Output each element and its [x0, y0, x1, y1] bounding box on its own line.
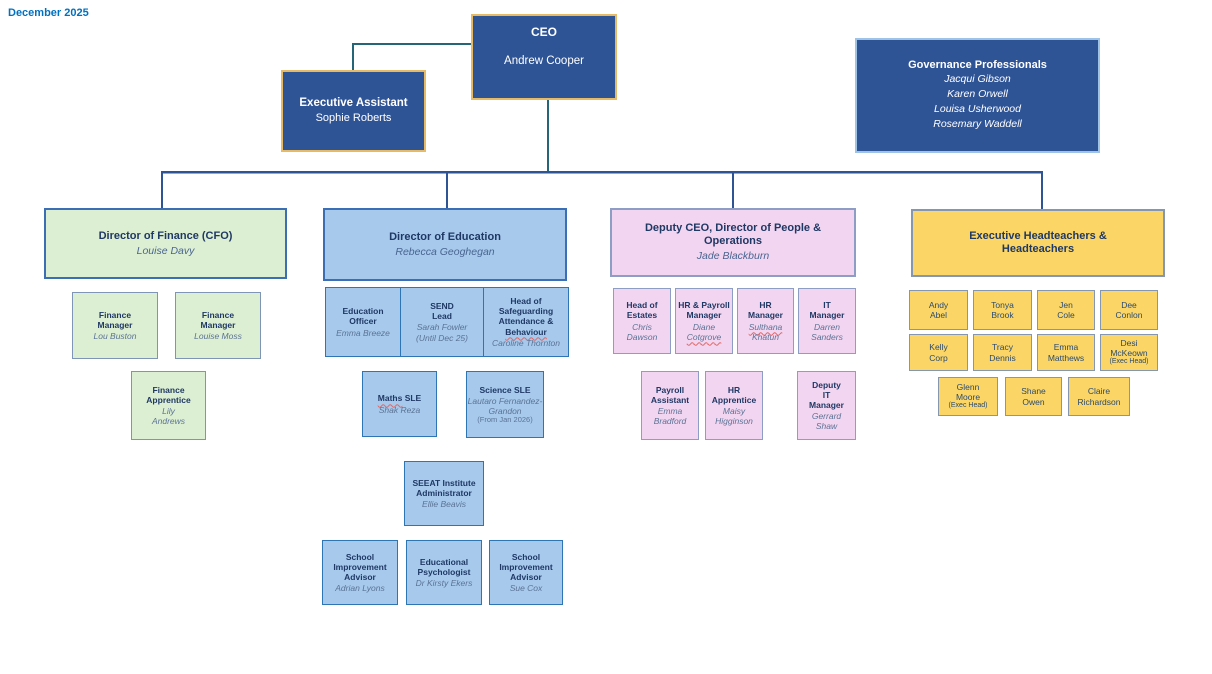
finance-apprentice-name: Lily Andrews	[151, 406, 186, 427]
deputy-it-manager-box	[797, 371, 856, 440]
headteacher-tracy-dennis-box	[973, 334, 1032, 371]
head-of-safeguarding-name: Caroline Thornton	[491, 337, 561, 348]
executive-assistant-title: Executive Assistant	[299, 97, 408, 110]
headteacher-andy-abel-box	[909, 290, 968, 330]
school-improvement-advisor-1-box	[322, 540, 398, 605]
head-of-estates-title: Head of Estates	[626, 300, 658, 321]
director-finance-box	[44, 208, 287, 279]
connector-ea-horizontal	[352, 43, 471, 45]
it-manager-title: IT Manager	[809, 300, 845, 321]
finance-apprentice-title: Finance Apprentice	[146, 384, 191, 405]
school-improvement-advisor-2-box	[489, 540, 563, 605]
educational-psychologist-box	[406, 540, 482, 605]
headteacher-name: Tonya Brook	[991, 299, 1014, 320]
ceo-title: CEO	[530, 25, 557, 39]
science-sle-note: (From Jan 2026)	[477, 414, 533, 424]
connector-ea-vertical	[352, 43, 354, 71]
hr-payroll-manager-box	[675, 288, 733, 354]
it-manager-box	[798, 288, 856, 354]
director-education-title: Director of Education	[389, 230, 501, 243]
connector-drop-headteachers	[1041, 171, 1043, 209]
finance-manager-2-title: Finance Manager	[200, 309, 236, 330]
finance-manager-2-box	[175, 292, 261, 359]
send-lead-name: Sarah Fowler	[416, 322, 468, 332]
seeat-institute-administrator-box	[404, 461, 484, 526]
finance-manager-2-name: Louise Moss	[194, 331, 242, 341]
headteacher-desi-mckeown-box	[1100, 334, 1158, 371]
hr-payroll-manager-name: Diane	[692, 321, 716, 332]
payroll-assistant-title: Payroll Assistant	[650, 384, 690, 405]
executive-assistant-box	[281, 70, 426, 152]
ceo-name: Andrew Cooper	[504, 55, 584, 68]
governance-member: Louisa Usherwood	[934, 102, 1021, 115]
head-of-estates-box	[613, 288, 671, 354]
connector-drop-finance	[161, 171, 163, 208]
maths-sle-name: Shak Reza	[378, 404, 421, 415]
headteacher-shane-owen-box	[1005, 377, 1062, 416]
maths-sle-title-misspelled: Maths	[377, 393, 403, 404]
governance-professionals-box	[855, 38, 1100, 153]
hr-manager-title: HR Manager	[748, 300, 783, 321]
governance-title: Governance Professionals	[908, 59, 1047, 72]
ceo-box	[471, 14, 617, 100]
hr-manager-name-misspelled: Sulthana	[748, 321, 783, 332]
educational-psychologist-title: Educational Psychologist	[417, 556, 471, 577]
connector-main-horizontal	[161, 171, 1043, 174]
education-officer-name: Emma Breeze	[336, 327, 390, 338]
seeat-institute-administrator-title: SEEAT Institute Administrator	[412, 477, 476, 498]
deputy-it-manager-name: Gerrard Shaw	[811, 411, 842, 432]
educational-psychologist-name: Dr Kirsty Ekers	[415, 578, 473, 588]
payroll-assistant-name: Emma Bradford	[653, 406, 687, 427]
governance-member: Jacqui Gibson	[944, 73, 1011, 86]
school-improvement-advisor-2-name: Sue Cox	[509, 583, 543, 594]
hr-apprentice-box	[705, 371, 763, 440]
headteacher-emma-matthews-box	[1037, 334, 1095, 371]
headteacher-name: Desi McKeown	[1110, 338, 1148, 359]
governance-member: Karen Orwell	[947, 88, 1008, 101]
executive-assistant-name: Sophie Roberts	[315, 111, 392, 124]
science-sle-box	[466, 371, 544, 438]
finance-apprentice-box	[131, 371, 206, 440]
headteacher-name: Glenn Moore	[955, 382, 981, 403]
headteacher-tonya-brook-box	[973, 290, 1032, 330]
science-sle-name: Lautaro Fernandez-Grandon	[467, 395, 543, 416]
payroll-assistant-box	[641, 371, 699, 440]
connector-drop-people-ops	[732, 171, 734, 208]
connector-drop-education	[446, 171, 448, 208]
headteacher-name: Jen Cole	[1057, 299, 1075, 320]
school-improvement-advisor-1-title: School Improvement Advisor	[333, 551, 387, 582]
headteacher-name: Tracy Dennis	[989, 342, 1016, 363]
maths-sle-title: SLE	[402, 393, 422, 404]
director-education-name: Rebecca Geoghegan	[395, 245, 495, 258]
date-label: December 2025	[8, 7, 89, 19]
headteachers-group-box	[911, 209, 1165, 277]
hr-payroll-manager-name-misspelled: Cotgrove	[686, 331, 722, 342]
maths-sle-box	[362, 371, 437, 437]
send-lead-title: SEND Lead	[430, 300, 454, 321]
science-sle-title: Science SLE	[479, 384, 531, 395]
it-manager-name: Darren Sanders	[811, 321, 843, 342]
headteachers-group-title: Executive Headteachers & Headteachers	[969, 230, 1107, 255]
deputy-ceo-name: Jade Blackburn	[696, 250, 770, 263]
seeat-institute-administrator-name: Ellie Beavis	[422, 499, 466, 509]
head-of-estates-name: Chris Dawson	[626, 321, 658, 342]
headteacher-claire-richardson-box	[1068, 377, 1130, 416]
send-lead-note: (Until Dec 25)	[416, 333, 468, 344]
head-of-safeguarding-box	[483, 287, 569, 357]
finance-manager-1-title: Finance Manager	[97, 309, 133, 330]
finance-manager-1-name: Lou Buston	[93, 331, 137, 341]
head-of-safeguarding-title: Head of Safeguarding Attendance &	[498, 296, 554, 327]
deputy-ceo-box	[610, 208, 856, 277]
send-lead-box	[400, 287, 484, 357]
hr-manager-box	[737, 288, 794, 354]
finance-manager-1-box	[72, 292, 158, 359]
headteacher-kelly-corp-box	[909, 334, 968, 371]
school-improvement-advisor-2-title: School Improvement Advisor	[499, 551, 553, 582]
deputy-ceo-title: Deputy CEO, Director of People & Operations	[644, 222, 822, 248]
head-of-safeguarding-title-misspelled: Behaviour	[505, 326, 547, 337]
education-officer-box	[325, 287, 401, 357]
headteacher-dee-conlon-box	[1100, 290, 1158, 330]
headteacher-name: Dee Conlon	[1115, 299, 1143, 320]
headteacher-name: Shane Owen	[1021, 386, 1046, 407]
exec-head-note: (Exec Head)	[948, 402, 988, 410]
headteacher-name: Kelly Corp	[929, 342, 948, 363]
hr-apprentice-name: Maisy Higginson	[715, 406, 753, 427]
hr-payroll-manager-title: HR & Payroll Manager	[678, 300, 730, 321]
hr-manager-name: Khatun	[752, 331, 779, 342]
headteacher-glenn-moore-box	[938, 377, 998, 416]
headteacher-jen-cole-box	[1037, 290, 1095, 330]
hr-apprentice-title: HR Apprentice	[711, 384, 757, 405]
education-officer-title: Education Officer	[342, 306, 384, 327]
headteacher-name: Emma Matthews	[1047, 342, 1085, 363]
governance-member: Rosemary Waddell	[933, 117, 1022, 130]
director-education-box	[323, 208, 567, 281]
director-finance-title: Director of Finance (CFO)	[98, 229, 233, 242]
headteacher-name: Claire Richardson	[1077, 386, 1121, 407]
director-finance-name: Louise Davy	[136, 244, 195, 257]
deputy-it-manager-title: Deputy IT Manager	[809, 379, 844, 410]
school-improvement-advisor-1-name: Adrian Lyons	[335, 583, 385, 594]
exec-head-note: (Exec Head)	[1109, 358, 1149, 366]
connector-ceo-drop	[547, 100, 549, 172]
headteacher-name: Andy Abel	[928, 299, 949, 320]
